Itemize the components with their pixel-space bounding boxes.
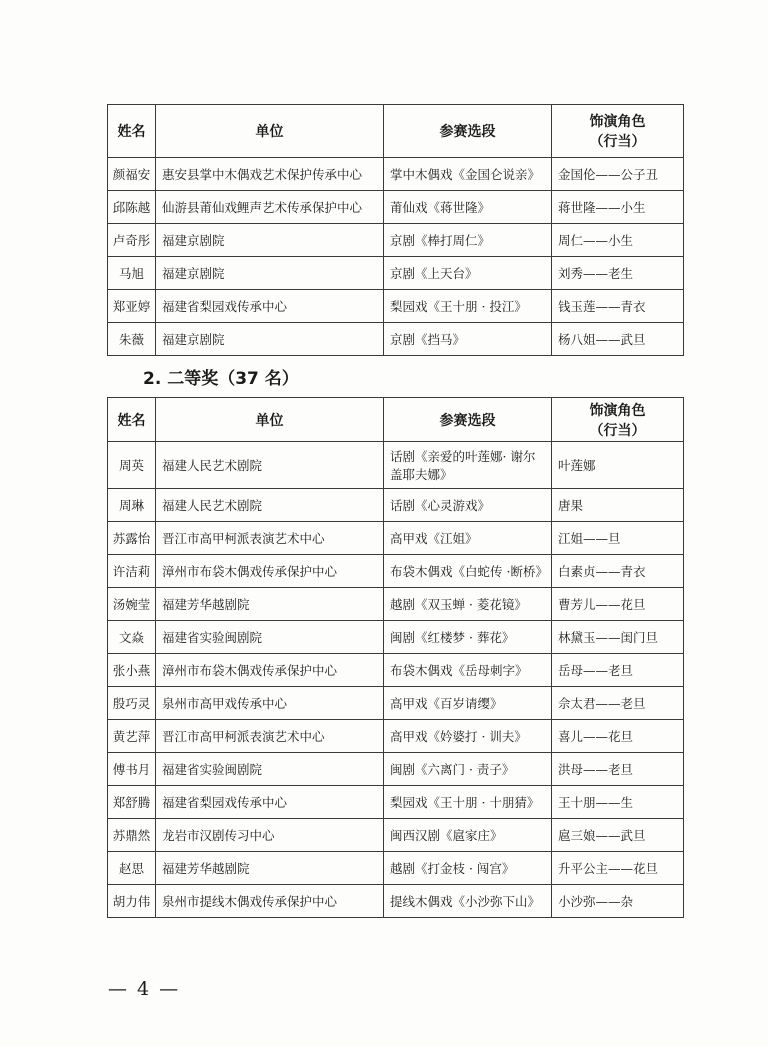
cell-role: 曹芳儿——花旦 <box>552 588 684 621</box>
cell-name: 朱薇 <box>108 323 156 356</box>
cell-unit: 福建省梨园戏传承中心 <box>156 290 384 323</box>
table-row <box>108 489 684 522</box>
cell-unit: 龙岩市汉剧传习中心 <box>156 819 384 852</box>
header-role-title: 饰演角色 <box>589 402 646 419</box>
cell-name: 傅书月 <box>108 753 156 786</box>
cell-role: 蒋世隆——小生 <box>552 191 684 224</box>
cell-unit: 福建人民艺术剧院 <box>156 489 384 522</box>
cell-role: 洪母——老旦 <box>552 753 684 786</box>
table-row <box>108 819 684 852</box>
header-role <box>552 105 684 158</box>
table-row <box>108 753 684 786</box>
table-row <box>108 621 684 654</box>
table-row <box>108 885 684 918</box>
cell-unit: 福建人民艺术剧院 <box>156 442 384 489</box>
cell-piece: 越剧《双玉蝉 · 菱花镜》 <box>384 588 552 621</box>
header-role-sub: （行当） <box>589 134 646 150</box>
cell-piece: 掌中木偶戏《金国仑说亲》 <box>384 158 552 191</box>
table-row <box>108 654 684 687</box>
cell-role: 钱玉莲——青衣 <box>552 290 684 323</box>
cell-role: 叶莲娜 <box>552 442 684 489</box>
cell-unit: 福建京剧院 <box>156 224 384 257</box>
cell-name: 黄艺萍 <box>108 720 156 753</box>
cell-name: 颜福安 <box>108 158 156 191</box>
cell-name: 赵思 <box>108 852 156 885</box>
header-role-title: 饰演角色 <box>589 114 646 130</box>
table-row <box>108 224 684 257</box>
cell-unit: 晋江市高甲柯派表演艺术中心 <box>156 720 384 753</box>
header-unit: 单位 <box>156 398 384 442</box>
cell-name: 马旭 <box>108 257 156 290</box>
cell-unit: 福建省实验闽剧院 <box>156 621 384 654</box>
cell-piece: 莆仙戏《蒋世隆》 <box>384 191 552 224</box>
table-row <box>108 323 684 356</box>
second-prize-table <box>107 397 684 918</box>
header-piece: 参赛选段 <box>384 105 552 158</box>
table-row <box>108 786 684 819</box>
cell-role: 林黛玉——闺门旦 <box>552 621 684 654</box>
table-row <box>108 555 684 588</box>
cell-name: 卢奇彤 <box>108 224 156 257</box>
cell-piece: 高甲戏《江姐》 <box>384 522 552 555</box>
cell-name: 殷巧灵 <box>108 687 156 720</box>
cell-role: 金国伦——公子丑 <box>552 158 684 191</box>
cell-name: 郑亚婷 <box>108 290 156 323</box>
cell-piece: 越剧《打金枝 · 闯宫》 <box>384 852 552 885</box>
cell-name: 周琳 <box>108 489 156 522</box>
cell-piece: 布袋木偶戏《白蛇传 ·断桥》 <box>384 555 552 588</box>
cell-unit: 泉州市高甲戏传承中心 <box>156 687 384 720</box>
cell-unit: 漳州市布袋木偶戏传承保护中心 <box>156 654 384 687</box>
cell-piece: 梨园戏《王十朋 · 投江》 <box>384 290 552 323</box>
table-header-row <box>108 398 684 442</box>
cell-unit: 福建省梨园戏传承中心 <box>156 786 384 819</box>
cell-name: 苏露怡 <box>108 522 156 555</box>
cell-role: 周仁——小生 <box>552 224 684 257</box>
cell-unit: 福建芳华越剧院 <box>156 852 384 885</box>
table-row <box>108 522 684 555</box>
cell-piece: 高甲戏《妗婆打 · 训夫》 <box>384 720 552 753</box>
cell-piece: 京剧《挡马》 <box>384 323 552 356</box>
header-role-sub: （行当） <box>589 422 646 439</box>
cell-name: 汤婉莹 <box>108 588 156 621</box>
cell-piece: 闽剧《红楼梦 · 葬花》 <box>384 621 552 654</box>
cell-name: 胡力伟 <box>108 885 156 918</box>
table-row <box>108 852 684 885</box>
cell-unit: 福建省实验闽剧院 <box>156 753 384 786</box>
table-row <box>108 687 684 720</box>
cell-role: 王十朋——生 <box>552 786 684 819</box>
table-row <box>108 442 684 489</box>
table-row <box>108 588 684 621</box>
cell-piece: 闽西汉剧《扈家庄》 <box>384 819 552 852</box>
cell-role: 岳母——老旦 <box>552 654 684 687</box>
cell-name: 邱陈越 <box>108 191 156 224</box>
cell-unit: 仙游县莆仙戏鲤声艺术传承保护中心 <box>156 191 384 224</box>
cell-name: 苏鼎然 <box>108 819 156 852</box>
cell-role: 江姐——旦 <box>552 522 684 555</box>
cell-unit: 福建芳华越剧院 <box>156 588 384 621</box>
cell-name: 许洁莉 <box>108 555 156 588</box>
cell-role: 刘秀——老生 <box>552 257 684 290</box>
cell-unit: 漳州市布袋木偶戏传承保护中心 <box>156 555 384 588</box>
cell-name: 周英 <box>108 442 156 489</box>
section-title-second-prize: 2. 二等奖（37 名） <box>143 369 299 389</box>
cell-unit: 福建京剧院 <box>156 323 384 356</box>
cell-piece: 闽剧《六离门 · 责子》 <box>384 753 552 786</box>
cell-piece: 京剧《棒打周仁》 <box>384 224 552 257</box>
cell-name: 张小燕 <box>108 654 156 687</box>
table-row <box>108 191 684 224</box>
header-unit: 单位 <box>156 105 384 158</box>
cell-piece: 提线木偶戏《小沙弥下山》 <box>384 885 552 918</box>
cell-piece: 话剧《心灵游戏》 <box>384 489 552 522</box>
first-prize-table <box>107 104 684 356</box>
cell-piece: 高甲戏《百岁请缨》 <box>384 687 552 720</box>
header-name: 姓名 <box>108 398 156 442</box>
cell-piece: 布袋木偶戏《岳母刺字》 <box>384 654 552 687</box>
cell-unit: 福建京剧院 <box>156 257 384 290</box>
cell-unit: 泉州市提线木偶戏传承保护中心 <box>156 885 384 918</box>
cell-name: 文焱 <box>108 621 156 654</box>
page-number: — 4 — <box>108 978 181 1000</box>
table-row <box>108 257 684 290</box>
cell-role: 扈三娘——武旦 <box>552 819 684 852</box>
cell-unit: 晋江市高甲柯派表演艺术中心 <box>156 522 384 555</box>
table-header-row <box>108 105 684 158</box>
header-name: 姓名 <box>108 105 156 158</box>
cell-name: 郑舒腾 <box>108 786 156 819</box>
table-row <box>108 290 684 323</box>
cell-piece: 话剧《亲爱的叶莲娜· 谢尔盖耶夫娜》 <box>384 442 552 489</box>
cell-unit: 惠安县掌中木偶戏艺术保护传承中心 <box>156 158 384 191</box>
cell-role: 唐果 <box>552 489 684 522</box>
table-row <box>108 158 684 191</box>
cell-role: 杨八姐——武旦 <box>552 323 684 356</box>
header-role <box>552 398 684 442</box>
cell-piece: 京剧《上天台》 <box>384 257 552 290</box>
cell-piece: 梨园戏《王十朋 · 十朋猜》 <box>384 786 552 819</box>
cell-role: 升平公主——花旦 <box>552 852 684 885</box>
cell-role: 小沙弥——杂 <box>552 885 684 918</box>
cell-role: 佘太君——老旦 <box>552 687 684 720</box>
header-piece: 参赛选段 <box>384 398 552 442</box>
cell-role: 喜儿——花旦 <box>552 720 684 753</box>
cell-role: 白素贞——青衣 <box>552 555 684 588</box>
table-row <box>108 720 684 753</box>
